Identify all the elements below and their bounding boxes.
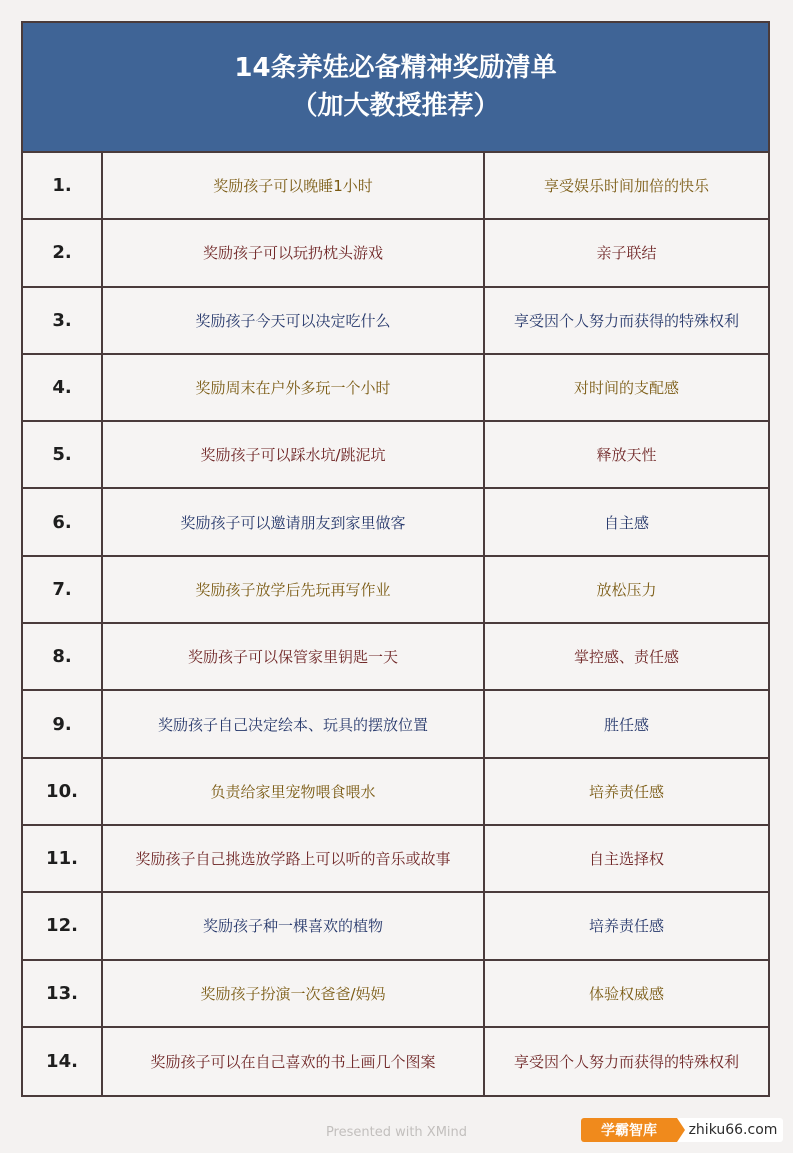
table-row — [23, 557, 768, 624]
benefit-text: 享受因个人努力而获得的特殊权利 — [513, 1053, 739, 1071]
benefit-text: 亲子联结 — [596, 244, 657, 263]
table-row — [23, 489, 768, 556]
row-number: 10. — [23, 759, 103, 824]
table-row — [23, 288, 768, 355]
table-row — [23, 422, 768, 489]
reward-text: 奖励孩子可以在自己喜欢的书上画几个图案 — [103, 1028, 485, 1095]
title-line-1: 14条养娃必备精神奖励清单 — [234, 53, 557, 83]
benefit-text: 胜任感 — [603, 715, 649, 734]
table-row — [23, 759, 768, 826]
table-row — [23, 893, 768, 960]
row-number: 4. — [23, 355, 103, 420]
row-number: 9. — [23, 691, 103, 756]
row-number: 1. — [23, 153, 103, 218]
table-row — [23, 624, 768, 691]
title-line-2: （加大教授推荐） — [291, 91, 500, 121]
row-number: 12. — [23, 893, 103, 958]
table-row — [23, 355, 768, 422]
reward-text: 奖励孩子可以保管家里钥匙一天 — [103, 624, 485, 689]
watermark-badge — [581, 1118, 783, 1142]
reward-text: 奖励孩子可以邀请朋友到家里做客 — [103, 489, 485, 554]
row-number: 2. — [23, 220, 103, 285]
row-number: 14. — [23, 1028, 103, 1095]
table-row — [23, 961, 768, 1028]
reward-text: 奖励孩子今天可以决定吃什么 — [103, 288, 485, 353]
benefit-text: 培养责任感 — [588, 917, 664, 936]
table-row — [23, 153, 768, 220]
benefit-text: 享受因个人努力而获得的特殊权利 — [513, 311, 739, 330]
watermark-url: zhiku66.com — [677, 1118, 783, 1142]
row-number: 3. — [23, 288, 103, 353]
row-number: 6. — [23, 489, 103, 554]
reward-text: 奖励孩子自己挑选放学路上可以听的音乐或故事 — [103, 826, 485, 891]
watermark-brand: 学霸智库 — [581, 1118, 677, 1142]
reward-text: 奖励孩子可以玩扔枕头游戏 — [103, 220, 485, 285]
row-number: 7. — [23, 557, 103, 622]
benefit-text: 自主感 — [603, 513, 649, 532]
reward-text: 奖励孩子可以晚睡1小时 — [103, 153, 485, 218]
row-number: 8. — [23, 624, 103, 689]
table-header — [23, 23, 768, 153]
benefit-text: 享受娱乐时间加倍的快乐 — [543, 177, 709, 196]
reward-text: 奖励孩子可以踩水坑/跳泥坑 — [103, 422, 485, 487]
benefit-text: 对时间的支配感 — [573, 379, 679, 398]
benefit-text: 放松压力 — [596, 580, 657, 599]
table-row — [23, 826, 768, 893]
benefit-text: 释放天性 — [596, 446, 657, 465]
table-row — [23, 1028, 768, 1095]
table-row — [23, 220, 768, 287]
row-number: 11. — [23, 826, 103, 891]
reward-text: 奖励孩子种一棵喜欢的植物 — [103, 893, 485, 958]
footer-credit: Presented with XMind — [325, 1125, 468, 1140]
reward-text: 奖励孩子自己决定绘本、玩具的摆放位置 — [103, 691, 485, 756]
benefit-text: 自主选择权 — [588, 850, 664, 869]
reward-text: 奖励周末在户外多玩一个小时 — [103, 355, 485, 420]
row-number: 5. — [23, 422, 103, 487]
benefit-text: 掌控感、责任感 — [573, 648, 679, 667]
benefit-text: 体验权威感 — [588, 984, 664, 1003]
reward-list-table — [21, 21, 770, 1097]
table-body — [23, 153, 768, 1095]
row-number: 13. — [23, 961, 103, 1026]
reward-text: 奖励孩子放学后先玩再写作业 — [103, 557, 485, 622]
reward-text: 奖励孩子扮演一次爸爸/妈妈 — [103, 961, 485, 1026]
table-row — [23, 691, 768, 758]
reward-text: 负责给家里宠物喂食喂水 — [103, 759, 485, 824]
benefit-text: 培养责任感 — [588, 782, 664, 801]
